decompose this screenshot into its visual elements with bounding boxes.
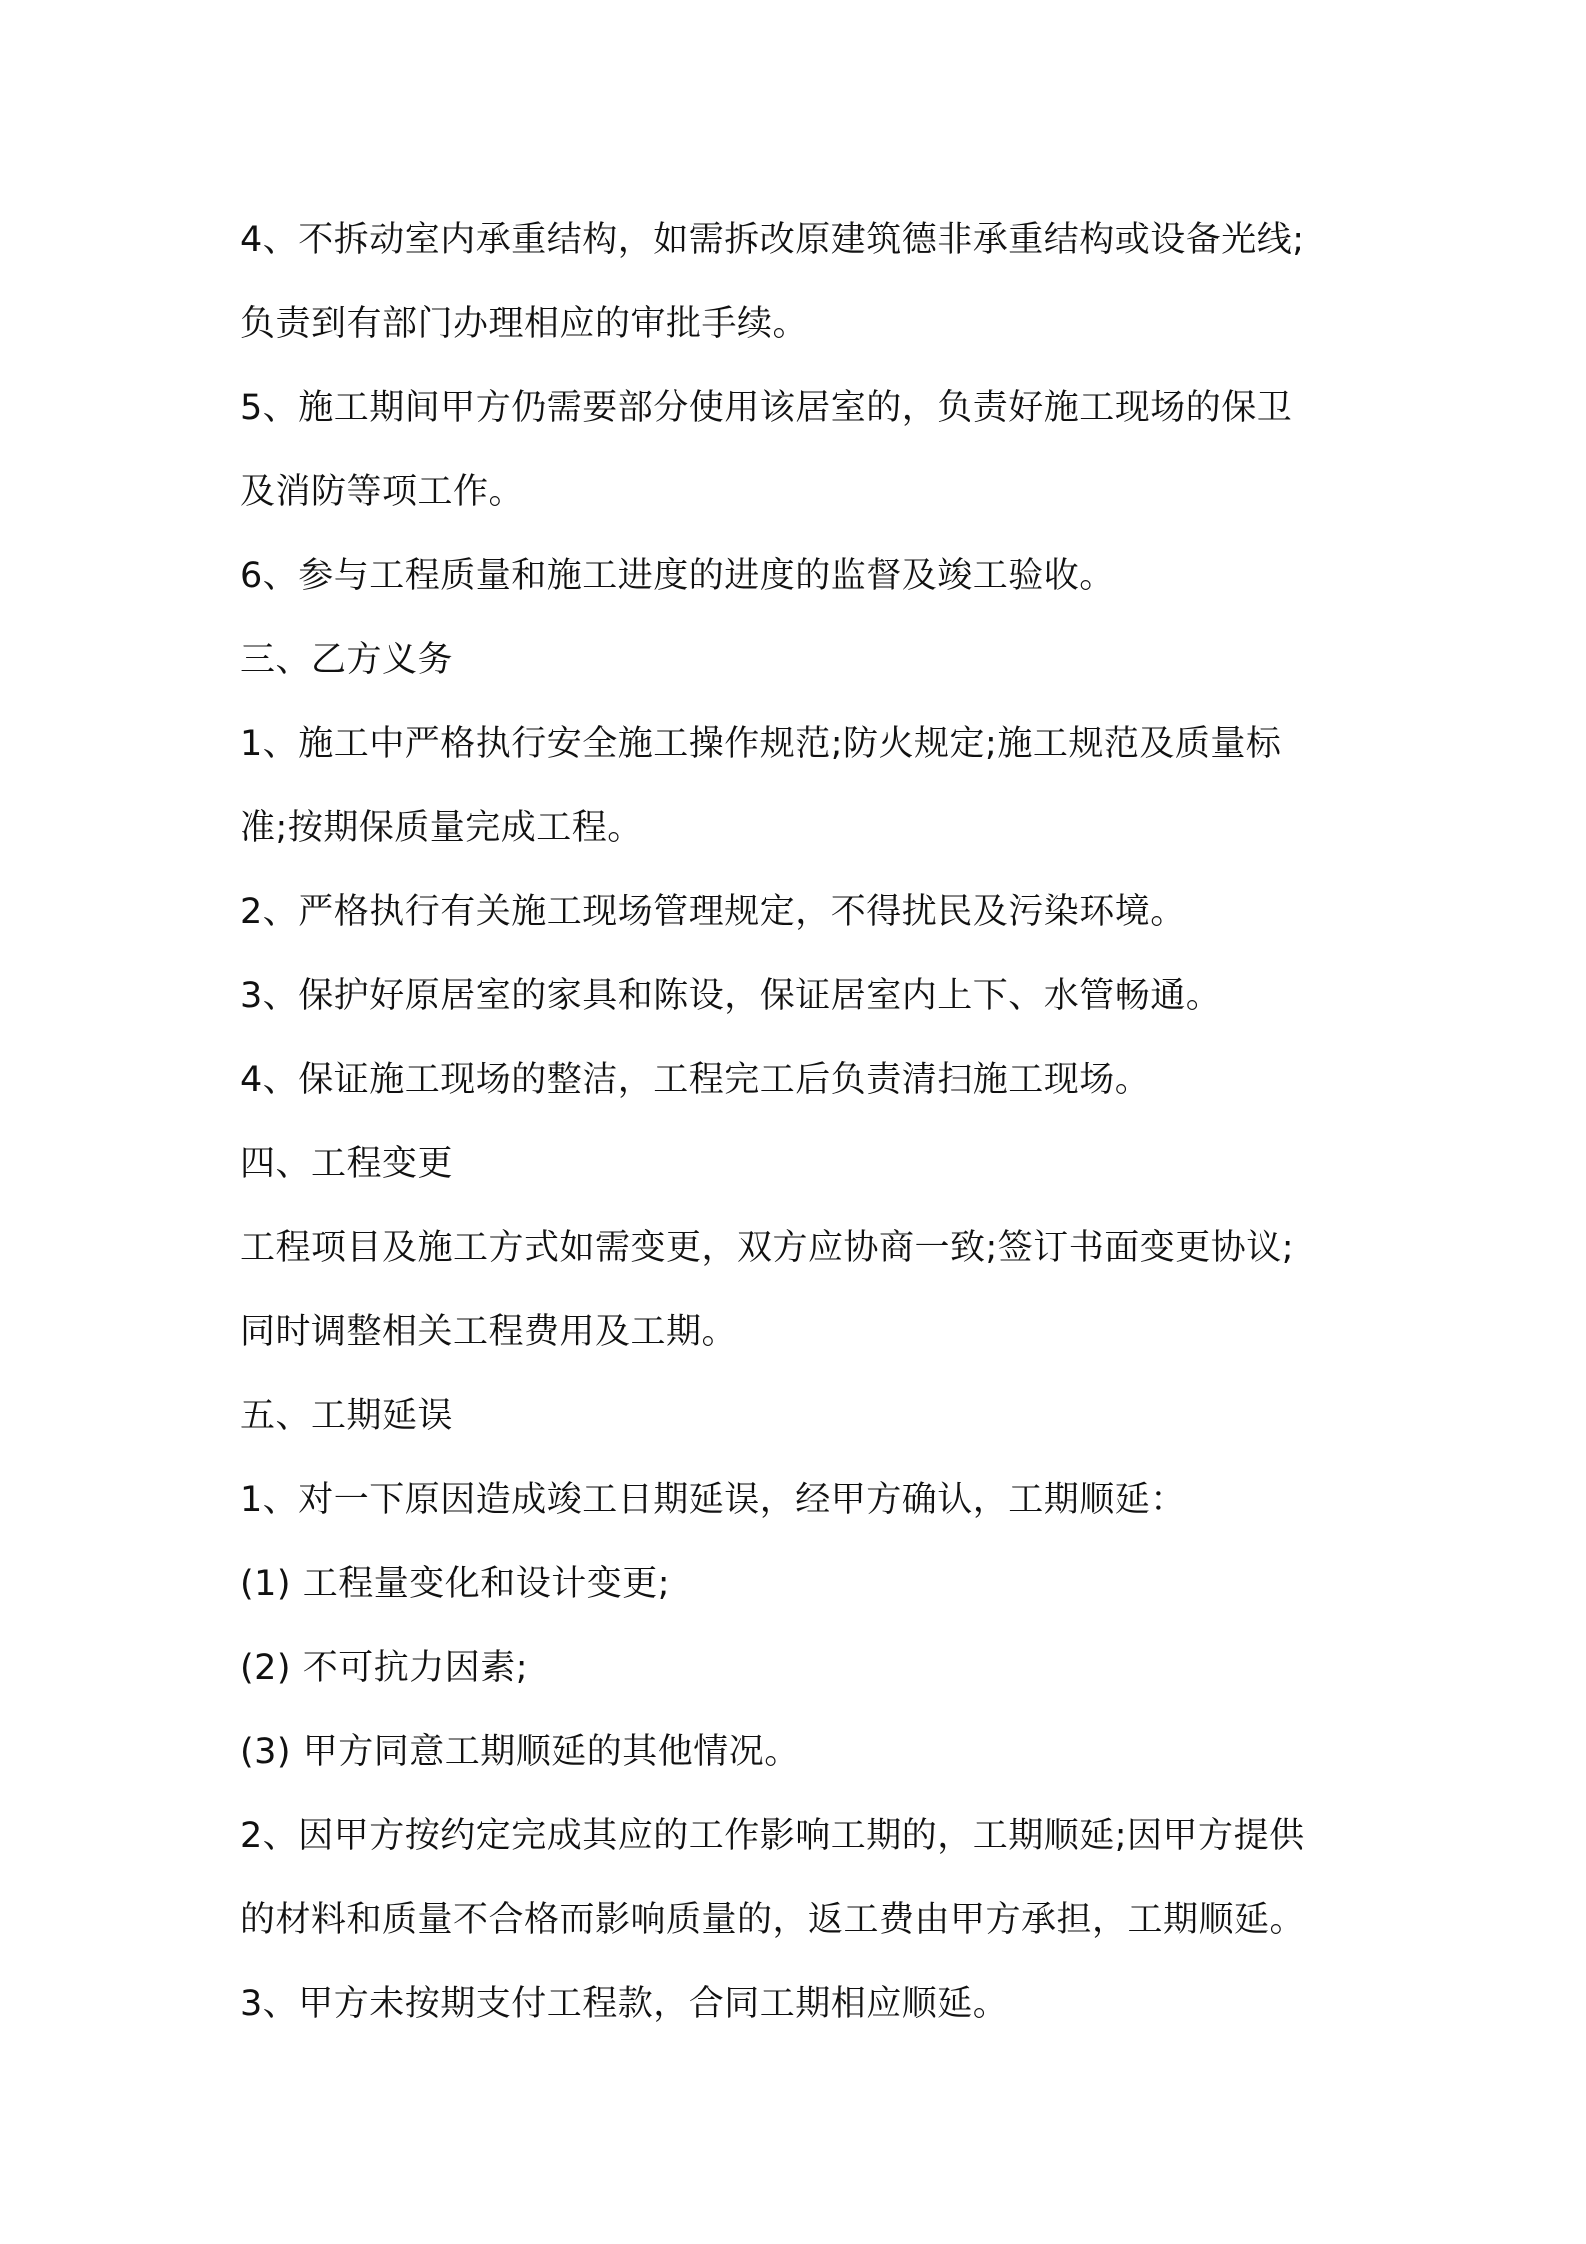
section-heading: 五、工期延误 xyxy=(240,1396,454,1436)
text-line: 工程项目及施工方式如需变更，双方应协商一致;签订书面变更协议; xyxy=(240,1228,1295,1268)
list-item: (3) 甲方同意工期顺延的其他情况。 xyxy=(240,1732,800,1772)
text-line: 4、保证施工现场的整洁，工程完工后负责清扫施工现场。 xyxy=(240,1060,1151,1100)
text-line: 6、参与工程质量和施工进度的进度的监督及竣工验收。 xyxy=(240,556,1115,596)
text-line: 2、因甲方按约定完成其应的工作影响工期的，工期顺延;因甲方提供 xyxy=(240,1816,1305,1856)
section-heading: 三、乙方义务 xyxy=(240,640,454,680)
text-line: 负责到有部门办理相应的审批手续。 xyxy=(240,304,809,344)
list-item: (2) 不可抗力因素; xyxy=(240,1648,528,1688)
text-line: 3、保护好原居室的家具和陈设，保证居室内上下、水管畅通。 xyxy=(240,976,1222,1016)
document-body xyxy=(240,198,1360,2046)
list-item: (1) 工程量变化和设计变更; xyxy=(240,1564,670,1604)
text-line: 的材料和质量不合格而影响质量的，返工费由甲方承担，工期顺延。 xyxy=(240,1900,1306,1940)
text-line: 及消防等项工作。 xyxy=(240,472,525,512)
text-line: 2、严格执行有关施工现场管理规定，不得扰民及污染环境。 xyxy=(240,892,1186,932)
text-line: 1、对一下原因造成竣工日期延误，经甲方确认，工期顺延： xyxy=(240,1480,1186,1520)
text-line: 5、施工期间甲方仍需要部分使用该居室的，负责好施工现场的保卫 xyxy=(240,388,1293,428)
text-line: 同时调整相关工程费用及工期。 xyxy=(240,1312,738,1352)
text-line: 1、施工中严格执行安全施工操作规范;防火规定;施工规范及质量标 xyxy=(240,724,1282,764)
section-heading: 四、工程变更 xyxy=(240,1144,454,1184)
text-line: 4、不拆动室内承重结构，如需拆改原建筑德非承重结构或设备光线; xyxy=(240,220,1305,260)
text-line: 3、甲方未按期支付工程款，合同工期相应顺延。 xyxy=(240,1984,1009,2024)
text-line: 准;按期保质量完成工程。 xyxy=(240,808,643,848)
